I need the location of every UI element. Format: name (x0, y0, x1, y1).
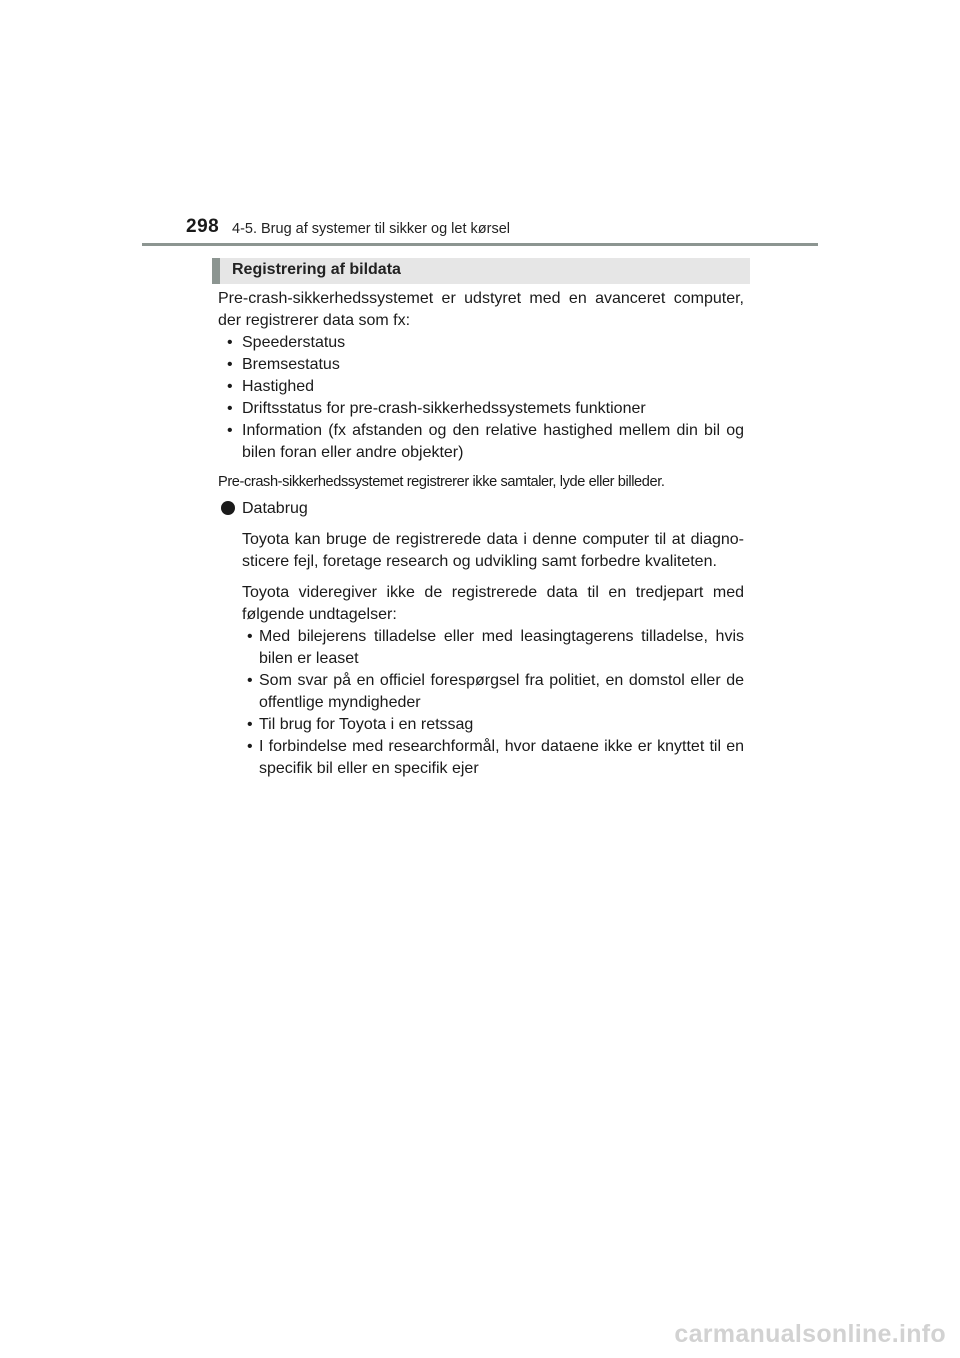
note-text: Pre-crash-sikkerhedssystemet registrerer ikke samtaler, lyde eller billeder. (218, 474, 665, 490)
list-item-text: Information (fx afstanden og den relative hastighed mellem din bil og bilen foran eller andre objekter) (242, 422, 744, 461)
exceptions-list (242, 626, 744, 780)
bullet-glyph: • (247, 738, 253, 755)
heading-text: Registrering af bildata (232, 261, 401, 278)
section-title: 4-5. Brug af systemer til sikker og let kørsel (232, 221, 510, 237)
list-item-text: Speederstatus (242, 334, 346, 351)
header-rule (142, 243, 818, 246)
subsection-heading (218, 498, 744, 520)
list-item-text: Til brug for Toyota i en retssag (259, 716, 474, 733)
bullet-glyph: • (247, 672, 253, 689)
list-item-text: Bremsestatus (242, 356, 340, 373)
databrug-paragraph-2: Toyota videregiver ikke de registrerede data til en tredjepart med følgende undtagelser: (242, 584, 744, 623)
data-items-list (218, 332, 744, 464)
bullet-glyph: • (227, 356, 233, 373)
databrug-paragraph-1: Toyota kan bruge de registrerede data i denne computer til at diagno-sticere fejl, foretage research og udvikling samt forbedre kvaliteten. (242, 531, 744, 570)
list-item (242, 714, 744, 736)
list-item-text: Hastighed (242, 378, 315, 395)
list-item (242, 736, 744, 780)
bullet-glyph: • (227, 334, 233, 351)
bullet-glyph: • (227, 378, 233, 395)
subsection-body (218, 529, 744, 780)
heading-bar (212, 258, 750, 284)
bullet-glyph: • (247, 628, 253, 645)
filled-circle-icon (221, 501, 235, 515)
bullet-glyph: • (247, 716, 253, 733)
list-item-text: Som svar på en officiel forespørgsel fra politiet, en domstol eller de offentlige myndigheder (259, 672, 744, 711)
content (218, 288, 744, 780)
bullet-glyph: • (227, 400, 233, 417)
list-item (242, 626, 744, 670)
list-item (242, 670, 744, 714)
bullet-glyph: • (227, 422, 233, 439)
list-item (218, 376, 744, 398)
list-item (218, 420, 744, 464)
list-item-text: I forbindelse med researchformål, hvor dataene ikke er knyttet til en specifik bil eller en specifik ejer (259, 738, 744, 777)
list-item-text: Med bilejerens tilladelse eller med leasingtagerens tilladelse, hvis bilen er leaset (259, 628, 744, 667)
list-item (218, 332, 744, 354)
subsection-title: Databrug (242, 500, 308, 517)
watermark: carmanualsonline.info (674, 1320, 946, 1348)
list-item (218, 398, 744, 420)
intro-paragraph: Pre-crash-sikkerhedssystemet er udstyret med en avanceret computer, der registrerer data som fx: (218, 290, 744, 329)
list-item (218, 354, 744, 376)
list-item-text: Driftsstatus for pre-crash-sikkerhedssystemets funktioner (242, 400, 646, 417)
page-number: 298 (186, 216, 220, 237)
